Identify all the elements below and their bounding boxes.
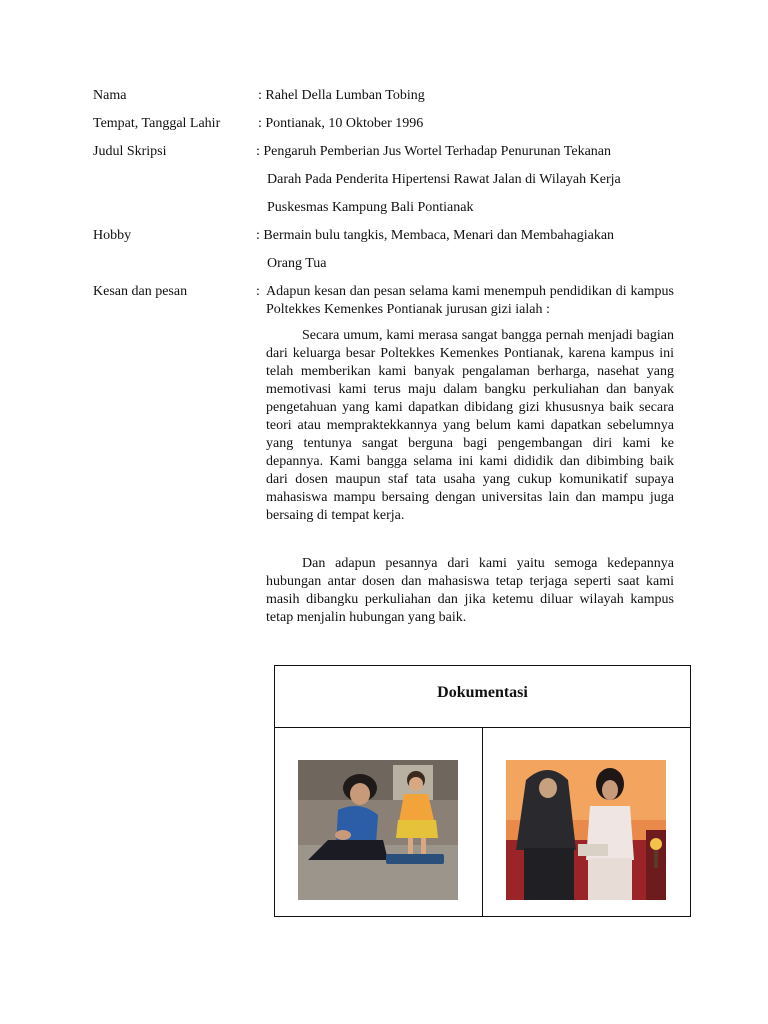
documentation-photo-1 [298,760,458,900]
nama-value: : Rahel Della Lumban Tobing [258,88,425,103]
ttl-value: : Pontianak, 10 Oktober 1996 [258,116,424,131]
kesan-colon: : [256,284,260,299]
judul-line-2: Darah Pada Penderita Hipertensi Rawat Jalan di Wilayah Kerja [267,172,621,187]
kesan-label: Kesan dan pesan [93,284,188,299]
kesan-paragraph-1: Secara umum, kami merasa sangat bangga pernah menjadi bagian dari keluarga besar Poltekkes Kemenkes Pontianak, karena kampus ini telah memberikan kami banyak pengalaman berharga, nasehat yang memotivasi kami terus maju dalam bangku perkuliahan dan banyak pengetahuan yang kami dapatkan dibidang gizi khususnya baik secara teori atau mempraktekkannya yang belum kami dapatkan sebelumnya yang tentunya sangat berguna bagi pengembangan diri kami ke depannya. Kami bangga selama ini kami dididik dan dibimbing baik dari dosen maupun staf tata usaha yang cukup komunikatif supaya mahasiswa mampu bersaing dengan universitas lain dan mampu juga bersaing di tempat kerja. [266,328,674,523]
judul-label: Judul Skripsi [93,144,167,159]
table-divider [482,728,483,916]
kesan-paragraph-2: Dan adapun pesannya dari kami yaitu semoga kedepannya hubungan antar dosen dan mahasiswa tetap terjaga seperti saat kami masih dibangku perkuliahan dan jika ketemu diluar wilayah kampus tetap menjalin hubungan yang baik. [266,556,674,625]
hobby-label: Hobby [93,228,132,243]
documentation-photo-2 [506,760,666,900]
hobby-line-2: Orang Tua [267,256,327,271]
ttl-label: Tempat, Tanggal Lahir [93,116,221,131]
judul-line-3: Puskesmas Kampung Bali Pontianak [267,200,474,215]
nama-label: Nama [93,88,127,103]
hobby-line-1: : Bermain bulu tangkis, Membaca, Menari dan Membahagiakan [256,228,615,243]
kesan-intro: Adapun kesan dan pesan selama kami menempuh pendidikan di kampus Poltekkes Kemenkes Pontianak jurusan gizi ialah : [266,284,674,317]
judul-line-1: : Pengaruh Pemberian Jus Wortel Terhadap Penurunan Tekanan [256,144,611,159]
documentation-title: Dokumentasi [275,666,690,728]
